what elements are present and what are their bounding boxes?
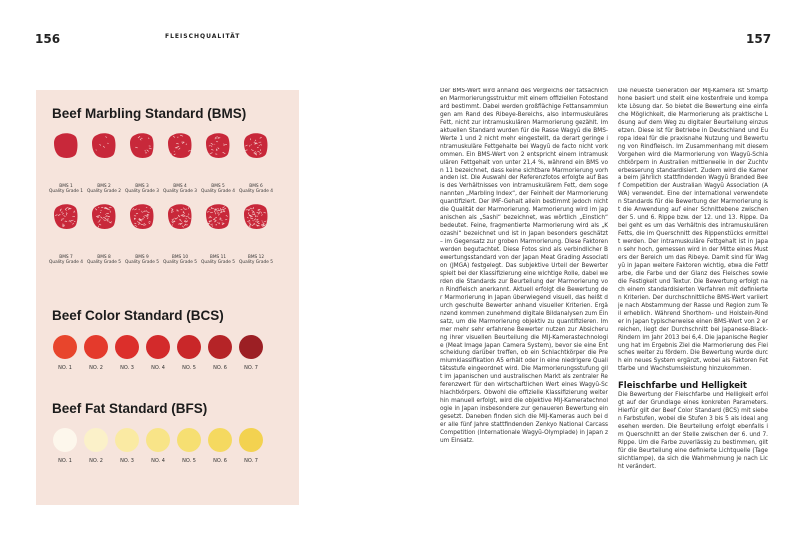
bcs-swatch (53, 335, 77, 359)
bms-steak-image (205, 132, 231, 159)
bcs-label: NO. 4 (151, 365, 165, 371)
bfs-label: NO. 2 (89, 458, 103, 464)
bms-label (46, 184, 86, 194)
bms-label (160, 255, 200, 265)
bms-steak-image (243, 132, 269, 159)
bcs-swatch (208, 335, 232, 359)
bms-steak-image (53, 203, 79, 230)
bms-code: BMS 6 (249, 184, 263, 189)
bms-steak-image (167, 132, 193, 159)
bms-steak-image (91, 203, 117, 230)
bfs-label: NO. 4 (151, 458, 165, 464)
bfs-label: NO. 7 (244, 458, 258, 464)
bcs-label: NO. 1 (58, 365, 72, 371)
bcs-label: NO. 2 (89, 365, 103, 371)
bms-grade: Quality Grade 2 (87, 189, 121, 194)
bcs-swatch (146, 335, 170, 359)
bcs-swatch (239, 335, 263, 359)
bms-code: BMS 11 (209, 255, 227, 260)
body-text-1: Der BMS-Wert wird anhand des Vergleichs der tatsächlichen Marmorierungsstruktur mit einem offiziellen Fotostandard bestimmt. Dabei werden großflächige Fettansammlungen am Rand des Ribeye-Bereichs, also intermuskuläres Fett, nicht zur intramuskulären Marmorierung gezählt. Im aktuellen Standard wurden für die Rasse Wagyū die BMS-Werte 1 und 2 nicht mehr eingestellt, da derart geringe intramuskuläre Fettgehalte bei Wagyū de facto nicht vorkommen. Ein BMS-Wert von 2 entspricht einem intramuskulären Fettgehalt von unter 21,4 %, während ein BMS von 11 bezeichnet, dass keine sichtbare Marmorierung vorhanden ist. Die Auswahl der Referenzfotos erfolgte auf Basis des Verhältnisses von intramuskulärem Fett, dem sogenannten „Marbling Index“, der Feinheit der Marmorierung quantifiziert. Der IMF-Gehalt allein bestimmt jedoch nicht die Qualität der Marmorierung. Marmorierung wird im japanischen als „Sashi“ bezeichnet, was wörtlich „Einstich“ bedeutet. Feine, fragmentierte Marmorierung wird als „Kozashi“ bezeichnet und ist in Japan besonders geschätzt – im Gegensatz zur groben Marmorierung. Diese Faktoren werden begutachtet. Diese Fotos sind als verbindlicher Bewertungsstandard von der Japan Meat Grading Association (JMGA) festgelegt. Das subjektive Urteil der Bewerter spielt bei der Klassifizierung eine wichtige Rolle, dabei werden die Standards zur Beurteilung der Marmorierung von Rindfleisch anerkannt. Aktuell erfolgt die Bewertung der Marmorierung in Japan überwiegend visuell, das heißt durch geschulte Bewerter anhand visueller Kriterien. Ergänzend kommen zunehmend digitale Bildanalysen zum Einsatz, um die Marmorierung objektiv zu quantifizieren. Immer mehr sehr erfahrene Bewerter nutzen zur Absicherung ihrer visuellen Beurteilung die MIJ-Kamerastechnologie (Meat Image Japan Camera System), bevor sie eine Entscheidung darüber treffen, ob ein Schlachtkörper die Premiumklassifikation A5 erhält oder in eine niedrigere Qualitätsstufe eingeordnet wird. Die Marmorierungsstufung gilt im japanischen und australischen Markt als zentraler Referenzwert für den wirtschaftlichen Wert eines Wagyū-Schlachtkörpers. Obwohl die offizielle Klassifizierung weiterhin manuell erfolgt, wird die objektive MIJ-Kameratechnologie in Japan insbesondere zur genaueren Bewertung eingesetzt. Daneben finden sich die MIJ-Kameras auch bei der alle fünf Jahre stattfindenden Zenkyo National Carcass Competition (Internationale Wagyū-Olympiade) in Japan zum Einsatz. (440, 88, 608, 444)
bms-steak-image (129, 132, 155, 159)
bms-steak-image (91, 132, 117, 159)
bms-label (84, 184, 124, 194)
bms-steak-image (205, 203, 231, 230)
bms-label (122, 184, 162, 194)
bms-steak-image (129, 203, 155, 230)
bms-grade: Quality Grade 3 (163, 189, 197, 194)
body-text-2: Die neueste Generation der MIJ-Kamera ist Smartphone basiert und stellt eine kostenfreie und kompakte Lösung dar. So bietet die Bewertung eine einfache Möglichkeit, die Marmorierung als praktische Lösung auf dem Weg zu digitaler Beurteilung einzusetzen. Diese ist für Betriebe in Deutschland und Europa ideal für die praxisnahe Nutzung und Bewertung von Rindfleisch. Im Zusammenhang mit diesem Vorgehen wird die Marmorierung von Wagyū-Schlachtkörpern in Australien mittlerweile in der Zuchtverbesserung standardisiert. Zudem wird die Kamera beim jährlich stattfindenden Wagyū Branded Beef Competition der Australian Wagyū Association (AWA) verwendet. Eine der international verwendeten Standards für die Bewertung der Marmorierung ist die Anwendung auf einer Schnittebene zwischen der 5. und 6. Rippe bzw. der 12. und 13. Rippe. Dabei geht es um das Verhältnis des intramuskulären Fetts, die im Querschnitt des Rippenstücks ermittelt werden. Der intramuskuläre Fettgehalt ist in Japan sehr hoch, gemessen wird in der Mitte eines Musters der Bereich um das Ribeye. Damit sind für Wagyū in Japan weitere Faktoren wichtig, etwa die Fettfarbe, die Farbe und der Glanz des Fleisches sowie die Festigkeit und Textur. Die Bewertung erfolgt nach einem standardisierten Verfahren mit definierten Kriterien. Der durchschnittliche BMS-Wert variiert je nach Abstammung der Rasse und Region zum Teil erheblich. Während Shorthorn- und Holstein-Rinder in Japan typischerweise einen BMS-Wert von 2 erreichen, liegt der Durchschnitt bei Japanese-Black-Rindern im Jahr 2013 bei 6,4. Die japanische Regierung hat im Ergebnis Ziel die Marmorierung des Fleisches weiter zu fördern. Die Bewertung wurde durch ein neues System ergänzt, wobei als Faktoren Fettfarbe und Wachstumsleistung hinzukommen. (618, 88, 768, 373)
bcs-swatch (84, 335, 108, 359)
bfs-swatch (146, 428, 170, 452)
bms-label (84, 255, 124, 265)
bcs-label: NO. 3 (120, 365, 134, 371)
bms-code: BMS 9 (135, 255, 149, 260)
bms-label (198, 255, 238, 265)
bfs-swatch (53, 428, 77, 452)
bms-code: BMS 12 (247, 255, 265, 260)
bms-code: BMS 2 (97, 184, 111, 189)
bfs-swatch (208, 428, 232, 452)
bms-grade: Quality Grade 4 (201, 189, 235, 194)
grading-standards-panel (36, 90, 299, 505)
bcs-swatch (115, 335, 139, 359)
bms-grade: Quality Grade 5 (87, 260, 121, 265)
bms-grade: Quality Grade 5 (163, 260, 197, 265)
text-column-2 (618, 88, 768, 508)
bms-grade: Quality Grade 3 (125, 189, 159, 194)
bms-code: BMS 8 (97, 255, 111, 260)
bms-grade: Quality Grade 4 (239, 189, 273, 194)
bms-grade: Quality Grade 1 (49, 189, 83, 194)
bms-code: BMS 5 (211, 184, 225, 189)
bms-label (198, 184, 238, 194)
bfs-title: Beef Fat Standard (BFS) (52, 401, 208, 416)
bms-grade: Quality Grade 5 (201, 260, 235, 265)
bfs-label: NO. 3 (120, 458, 134, 464)
bms-code: BMS 1 (59, 184, 73, 189)
bcs-title: Beef Color Standard (BCS) (52, 308, 224, 323)
bfs-swatch (239, 428, 263, 452)
page-number-left: 156 (35, 32, 61, 46)
bms-grade: Quality Grade 4 (49, 260, 83, 265)
running-head: FLEISCHQUALITÄT (165, 33, 241, 40)
bms-code: BMS 4 (173, 184, 187, 189)
bfs-label: NO. 5 (182, 458, 196, 464)
body-text-3: Die Bewertung der Fleischfarbe und Helligkeit erfolgt auf der Grundlage eines konkreten Parameters. Hierfür gilt der Beef Color Standard (BCS) mit sieben Farbstufen, wobei die Stufen 3 bis 5 als ideal angesehen werden. Die Beurteilung erfolgt ebenfalls im Querschnitt an der Stelle zwischen der 6. und 7. Rippe. Um die Farbe zuverlässig zu bestimmen, gilt für die Beurteilung eine definierte Lichtquelle (Tageslichtlampe), da sich die Wahrnehmung je nach Licht verändert. (618, 392, 768, 470)
bms-code: BMS 3 (135, 184, 149, 189)
bms-code: BMS 10 (171, 255, 189, 260)
bcs-swatch (177, 335, 201, 359)
bfs-label: NO. 1 (58, 458, 72, 464)
bms-label (236, 184, 276, 194)
bms-label (160, 184, 200, 194)
bms-steak-image (53, 132, 79, 159)
page-number-right: 157 (746, 32, 772, 46)
subhead-fleischfarbe: Fleischfarbe und Helligkeit (618, 381, 747, 392)
bms-label (236, 255, 276, 265)
bcs-label: NO. 5 (182, 365, 196, 371)
bfs-label: NO. 6 (213, 458, 227, 464)
bms-code: BMS 7 (59, 255, 73, 260)
bms-title: Beef Marbling Standard (BMS) (52, 106, 247, 121)
bfs-swatch (115, 428, 139, 452)
bfs-swatch (84, 428, 108, 452)
bms-grade: Quality Grade 5 (239, 260, 273, 265)
bms-label (46, 255, 86, 265)
text-column-1 (440, 88, 608, 508)
bcs-label: NO. 7 (244, 365, 258, 371)
bms-grade: Quality Grade 5 (125, 260, 159, 265)
bfs-swatch (177, 428, 201, 452)
bms-steak-image (243, 203, 269, 230)
bms-label (122, 255, 162, 265)
bms-steak-image (167, 203, 193, 230)
bcs-label: NO. 6 (213, 365, 227, 371)
